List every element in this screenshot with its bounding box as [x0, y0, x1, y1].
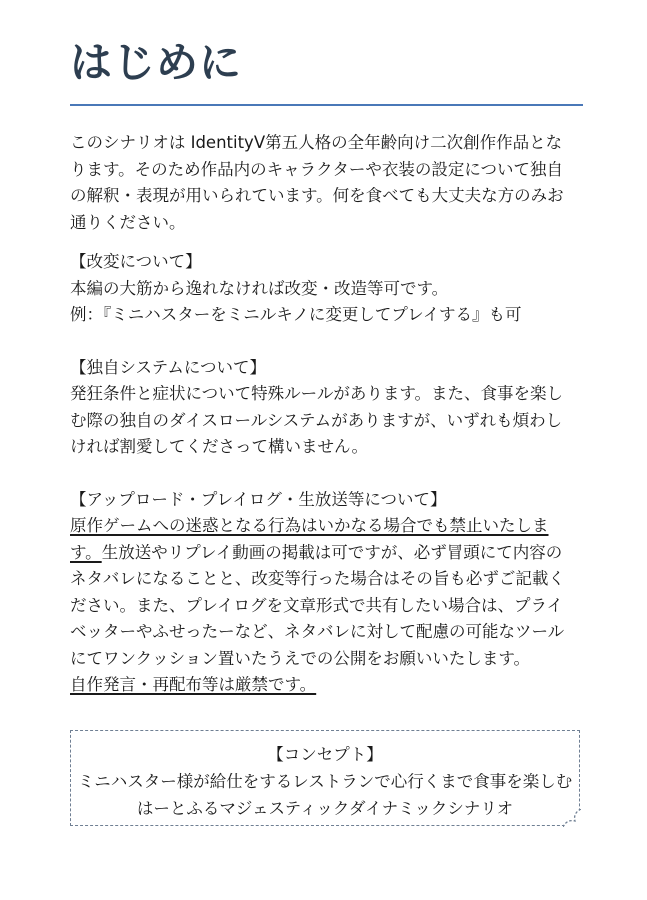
section-line [70, 672, 584, 699]
section-line: ければ割愛してくださって構いません。 [70, 437, 368, 456]
page-curl-icon [563, 809, 581, 827]
section-line: にてワンクッション置いたうえでの公開をお願いいたします。 [70, 648, 531, 668]
title-divider [70, 104, 583, 106]
section-heading: 【アップロード・プレイログ・生放送等について】 [70, 489, 447, 509]
section-heading: 【改変について】 [70, 252, 202, 271]
concept-box [70, 730, 580, 826]
intro-line: このシナリオは IdentityⅤ第五人格の全年齢向け二次創作作品とな [70, 133, 563, 152]
section-line: 本編の大筋から逸れなければ改変・改造等可です。 [70, 278, 449, 298]
section-line: む際の独自のダイスロールシステムがありますが、いずれも煩わし [70, 410, 563, 430]
section-heading: 【独自システムについて】 [70, 357, 267, 377]
underlined-text: 自作発言・再配布等は厳禁です。 [70, 675, 317, 694]
intro-line: 通りください。 [70, 212, 186, 232]
intro-line: の解釈・表現が用いられています。何を食べても大丈夫な方のみお [70, 186, 564, 205]
underlined-text: す。 [70, 542, 102, 562]
page-title: はじめに [70, 38, 243, 87]
modification-section [70, 249, 584, 329]
section-line: ださい。また、プレイログを文章形式で共有したい場合は、プライ [70, 595, 564, 615]
section-line [70, 513, 584, 540]
intro-line: ります。そのため作品内のキャラクターや衣装の設定について独自 [70, 159, 564, 179]
upload-section [70, 487, 584, 699]
underlined-text: 原作ゲームへの迷惑となる行為はいかなる場合でも禁止いたしま [70, 516, 549, 535]
document-body [70, 130, 584, 699]
section-line: 例：『ミニハスターをミニルキノに変更してプレイする』も可 [70, 305, 522, 324]
intro-section [70, 130, 584, 236]
section-text: 生放送やリプレイ動画の掲載は可ですが、必ず冒頭にて内容の [101, 542, 563, 562]
concept-heading: 【コンセプト】 [267, 745, 383, 764]
section-line: 発狂条件と症状について特殊ルールがあります。また、食事を楽し [70, 384, 564, 403]
system-section [70, 355, 584, 461]
concept-line: ミニハスター様が給仕をするレストランで心行くまで食事を楽しむ [77, 772, 573, 791]
section-line: ベッターやふせったーなど、ネタバレに対して配慮の可能なツール [70, 622, 565, 641]
section-line: ネタバレになることと、改変等行った場合はその旨も必ずご記載く [70, 569, 565, 588]
section-line [70, 540, 584, 567]
concept-line: はーとふるマジェスティックダイナミックシナリオ [136, 799, 514, 818]
